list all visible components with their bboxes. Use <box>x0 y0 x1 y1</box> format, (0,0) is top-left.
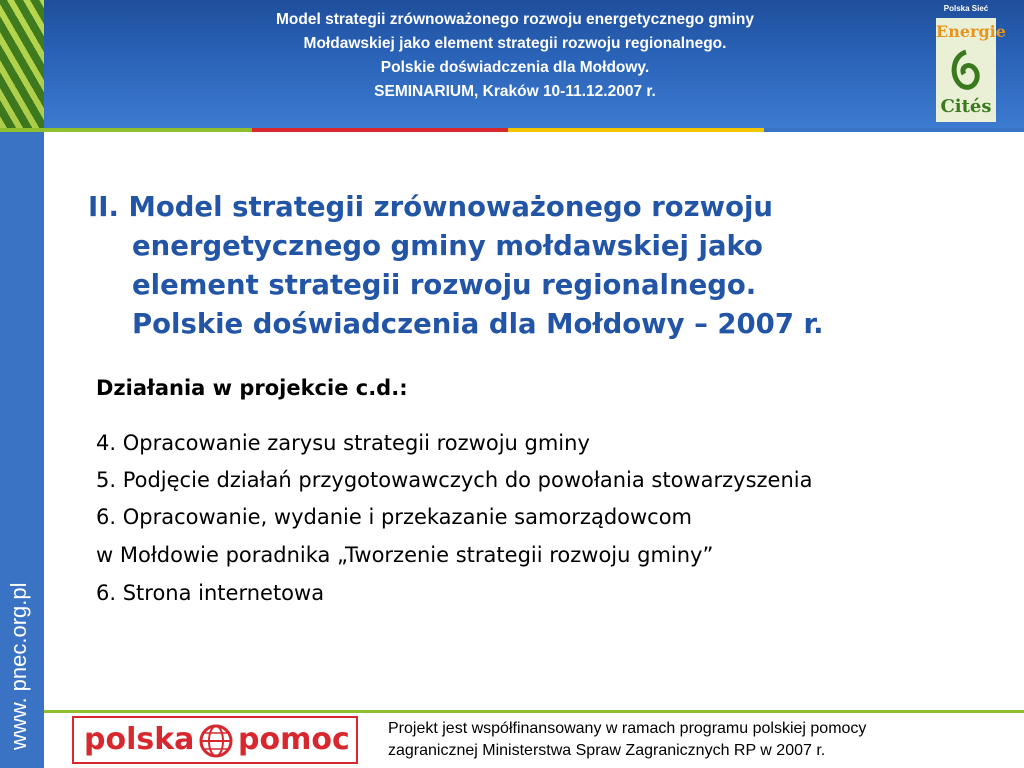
header-title <box>150 8 880 104</box>
slide-title-line: Polskie doświadczenia dla Mołdowy – 2007 r. <box>132 308 824 340</box>
list-item: 5. Podjęcie działań przygotowawczych do powołania stowarzyszenia <box>96 468 813 492</box>
header-title-line: SEMINARIUM, Kraków 10-11.12.2007 r. <box>374 83 656 100</box>
header-banner <box>0 0 1024 128</box>
footer-note-line: Projekt jest współfinansowany w ramach programu polskiej pomocy <box>388 720 867 737</box>
section-subheading: Działania w projekcie c.d.: <box>96 376 408 400</box>
slide-title <box>88 188 968 344</box>
logo-word-cites: Cités <box>940 96 992 117</box>
color-stripe-blue <box>764 128 1024 132</box>
slide-title-line: element strategii rozwoju regionalnego. <box>132 269 757 301</box>
website-url: www. pnec.org.pl <box>6 582 31 750</box>
leaf-decoration <box>0 0 44 128</box>
header-title-line: Mołdawskiej jako element strategii rozwoju regionalnego. <box>303 35 727 52</box>
footer-divider <box>44 710 1024 713</box>
list-item: 4. Opracowanie zarysu strategii rozwoju gminy <box>96 431 590 455</box>
list-item: 6. Opracowanie, wydanie i przekazanie samorządowcom <box>96 505 693 529</box>
logo-box <box>936 18 1006 122</box>
list-item: w Mołdowie poradnika „Tworzenie strategii rozwoju gminy” <box>96 543 714 567</box>
energie-cites-logo <box>936 4 1006 122</box>
color-stripe-yellow <box>508 128 764 132</box>
activities-list <box>96 426 946 614</box>
globe-icon <box>199 724 233 758</box>
footer-note-line: zagranicznej Ministerstwa Spraw Zagranicznych RP w 2007 r. <box>388 742 826 759</box>
logo-word-pomoc: pomoc <box>238 722 350 757</box>
color-stripe-red <box>252 128 508 132</box>
slide-title-line: energetycznego gminy mołdawskiej jako <box>132 230 763 262</box>
header-title-line: Model strategii zrównoważonego rozwoju energetycznego gminy <box>276 11 754 28</box>
swirl-icon <box>948 48 984 92</box>
header-title-line: Polskie doświadczenia dla Mołdowy. <box>380 59 650 76</box>
slide-title-line: II. Model strategii zrównoważonego rozwoju <box>88 191 773 223</box>
footer-note <box>388 718 1008 762</box>
logo-word-polska: polska <box>84 722 195 757</box>
logo-top-text: Polska Sieć <box>943 4 989 13</box>
logo-word-energie: Energie <box>936 22 1006 41</box>
polska-pomoc-logo <box>72 716 358 764</box>
list-item: 6. Strona internetowa <box>96 581 325 605</box>
